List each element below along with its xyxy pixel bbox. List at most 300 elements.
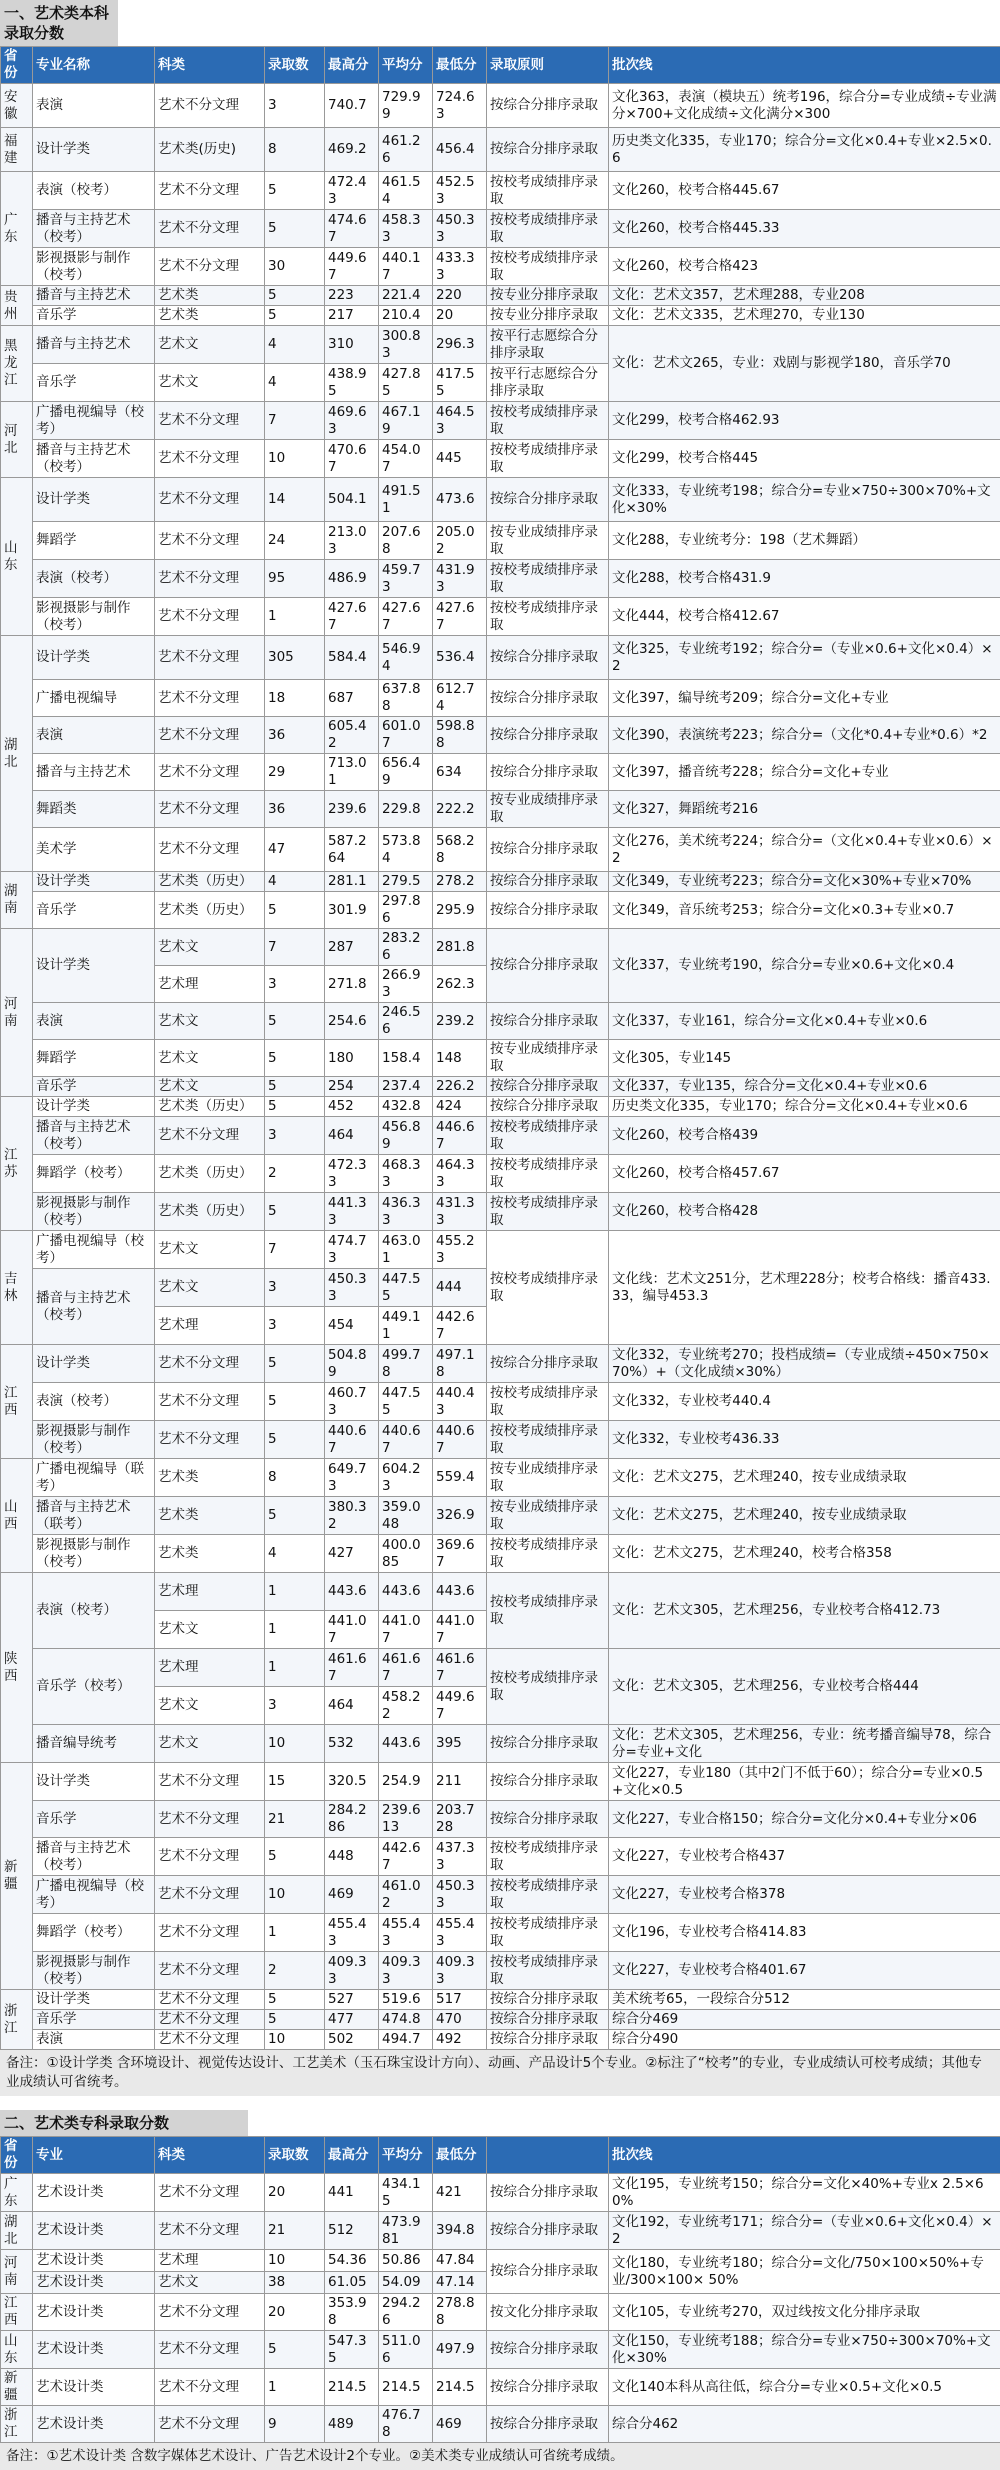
table-row <box>1 1040 1000 1077</box>
max-score-cell: 61.05 <box>325 2272 379 2294</box>
admitted-count-cell: 5 <box>265 1990 325 2010</box>
category-cell: 艺术类 <box>155 1497 265 1535</box>
admitted-count-cell: 5 <box>265 306 325 326</box>
admission-rule-cell: 按综合分排序录取 <box>487 2010 609 2030</box>
min-score-cell: 421 <box>433 2174 487 2212</box>
max-score-cell: 472.43 <box>325 172 379 210</box>
max-score-cell: 441 <box>325 2174 379 2212</box>
category-cell: 艺术不分文理 <box>155 1421 265 1459</box>
min-score-cell: 431.33 <box>433 1193 487 1231</box>
admission-rule-cell: 按校考成绩排序录取 <box>487 1914 609 1952</box>
admitted-count-cell: 3 <box>265 1269 325 1307</box>
category-cell: 艺术不分文理 <box>155 1914 265 1952</box>
min-score-cell: 492 <box>433 2030 487 2050</box>
avg-score-cell: 494.7 <box>379 2030 433 2050</box>
batch-line-cell: 文化：艺术文275，艺术理240，按专业成绩录取 <box>609 1497 1000 1535</box>
batch-line-cell: 文化：艺术文275，艺术理240，按专业成绩录取 <box>609 1459 1000 1497</box>
province-cell: 山东 <box>1 478 33 636</box>
column-header: 录取原则 <box>487 47 609 84</box>
admitted-count-cell: 20 <box>265 2174 325 2212</box>
major-cell: 播音编导统考 <box>33 1725 155 1763</box>
major-cell: 音乐学（校考） <box>33 1649 155 1725</box>
min-score-cell: 455.23 <box>433 1231 487 1269</box>
category-cell: 艺术文 <box>155 1231 265 1269</box>
batch-line-cell: 文化363，表演（模块五）统考196，综合分=专业成绩÷专业满分×700+文化成绩÷文化满分×300 <box>609 84 1000 128</box>
max-score-cell: 239.6 <box>325 791 379 828</box>
admitted-count-cell: 8 <box>265 128 325 172</box>
min-score-cell: 437.33 <box>433 1838 487 1876</box>
avg-score-cell: 729.99 <box>379 84 433 128</box>
max-score-cell: 740.7 <box>325 84 379 128</box>
batch-line-cell: 美术统考65，一段综合分512 <box>609 1990 1000 2010</box>
max-score-cell: 281.1 <box>325 872 379 892</box>
column-header: 专业名称 <box>33 47 155 84</box>
category-cell: 艺术不分文理 <box>155 1838 265 1876</box>
avg-score-cell: 283.26 <box>379 929 433 966</box>
max-score-cell: 254.6 <box>325 1003 379 1040</box>
column-header: 平均分 <box>379 47 433 84</box>
table-row <box>1 1649 1000 1687</box>
major-cell: 表演（校考） <box>33 1383 155 1421</box>
avg-score-cell: 207.68 <box>379 522 433 560</box>
max-score-cell: 587.264 <box>325 828 379 872</box>
province-cell: 浙江 <box>1 1990 33 2050</box>
batch-line-cell: 文化333，专业统考198；综合分=专业×750÷300×70%+文化×30% <box>609 478 1000 522</box>
category-cell: 艺术不分文理 <box>155 1876 265 1914</box>
min-score-cell: 220 <box>433 286 487 306</box>
batch-line-cell: 文化227，专业合格150；综合分=文化分×0.4+专业分×06 <box>609 1801 1000 1838</box>
batch-line-cell: 文化227，专业校考合格401.67 <box>609 1952 1000 1990</box>
batch-line-cell: 文化：艺术文305，艺术理256，专业：统考播音编导78，综合分=专业+文化 <box>609 1725 1000 1763</box>
admitted-count-cell: 30 <box>265 248 325 286</box>
batch-line-cell: 文化227，专业校考合格378 <box>609 1876 1000 1914</box>
batch-line-cell: 文化260，校考合格423 <box>609 248 1000 286</box>
admitted-count-cell: 36 <box>265 791 325 828</box>
admission-rule-cell: 按综合分排序录取 <box>487 1801 609 1838</box>
avg-score-cell: 442.67 <box>379 1838 433 1876</box>
college-score-table <box>0 2136 1000 2443</box>
admitted-count-cell: 5 <box>265 1383 325 1421</box>
admitted-count-cell: 29 <box>265 754 325 791</box>
table-row <box>1 1914 1000 1952</box>
major-cell: 美术学 <box>33 828 155 872</box>
table-row <box>1 1838 1000 1876</box>
admission-rule-cell: 按综合分排序录取 <box>487 2250 609 2294</box>
major-cell: 舞蹈学（校考） <box>33 1914 155 1952</box>
admitted-count-cell: 1 <box>265 1649 325 1687</box>
min-score-cell: 455.43 <box>433 1914 487 1952</box>
category-cell: 艺术理 <box>155 2250 265 2272</box>
max-score-cell: 320.5 <box>325 1763 379 1801</box>
table-row <box>1 1077 1000 1097</box>
max-score-cell: 452 <box>325 1097 379 1117</box>
major-cell: 广播电视编导（校考） <box>33 402 155 440</box>
max-score-cell: 284.286 <box>325 1801 379 1838</box>
table-header-row <box>1 2137 1000 2174</box>
batch-line-cell: 历史类文化335，专业170；综合分=文化×0.4+专业×0.6 <box>609 1097 1000 1117</box>
province-cell: 吉林 <box>1 1231 33 1345</box>
admission-rule-cell: 按综合分排序录取 <box>487 2331 609 2369</box>
major-cell: 表演（校考） <box>33 1573 155 1649</box>
admission-rule-cell: 按校考成绩排序录取 <box>487 598 609 636</box>
batch-line-cell: 综合分462 <box>609 2406 1000 2443</box>
admission-rule-cell: 按综合分排序录取 <box>487 1097 609 1117</box>
category-cell: 艺术不分文理 <box>155 2406 265 2443</box>
min-score-cell: 449.67 <box>433 1687 487 1725</box>
max-score-cell: 477 <box>325 2010 379 2030</box>
min-score-cell: 296.3 <box>433 326 487 364</box>
category-cell: 艺术不分文理 <box>155 2369 265 2406</box>
column-header: 专业 <box>33 2137 155 2174</box>
max-score-cell: 502 <box>325 2030 379 2050</box>
column-header: 最低分 <box>433 47 487 84</box>
admission-rule-cell: 按校考成绩排序录取 <box>487 1421 609 1459</box>
province-cell: 贵州 <box>1 286 33 326</box>
min-score-cell: 433.33 <box>433 248 487 286</box>
column-header: 录取数 <box>265 47 325 84</box>
category-cell: 艺术不分文理 <box>155 172 265 210</box>
table-row <box>1 248 1000 286</box>
avg-score-cell: 359.048 <box>379 1497 433 1535</box>
province-cell: 江西 <box>1 2294 33 2331</box>
category-cell: 艺术文 <box>155 326 265 364</box>
major-cell: 艺术设计类 <box>33 2294 155 2331</box>
major-cell: 播音与主持艺术 <box>33 326 155 364</box>
avg-score-cell: 601.07 <box>379 717 433 754</box>
major-cell: 播音与主持艺术（联考） <box>33 1497 155 1535</box>
major-cell: 设计学类 <box>33 478 155 522</box>
table-row <box>1 1003 1000 1040</box>
admission-rule-cell: 按专业成绩排序录取 <box>487 1459 609 1497</box>
table-row <box>1 1097 1000 1117</box>
batch-line-cell: 文化327，舞蹈统考216 <box>609 791 1000 828</box>
avg-score-cell: 440.17 <box>379 248 433 286</box>
min-score-cell: 464.53 <box>433 402 487 440</box>
admitted-count-cell: 5 <box>265 1097 325 1117</box>
category-cell: 艺术理 <box>155 1307 265 1345</box>
table-row <box>1 2294 1000 2331</box>
max-score-cell: 469.2 <box>325 128 379 172</box>
admitted-count-cell: 5 <box>265 1193 325 1231</box>
avg-score-cell: 266.93 <box>379 966 433 1003</box>
admission-rule-cell: 按校考成绩排序录取 <box>487 210 609 248</box>
admitted-count-cell: 9 <box>265 2406 325 2443</box>
avg-score-cell: 210.4 <box>379 306 433 326</box>
table-row <box>1 1990 1000 2010</box>
batch-line-cell: 文化332，专业统考270；投档成绩=（专业成绩÷450×750×70%）+（文化成绩×30%） <box>609 1345 1000 1383</box>
admission-rule-cell: 按综合分排序录取 <box>487 717 609 754</box>
table-row <box>1 1193 1000 1231</box>
batch-line-cell: 文化325，专业统考192；综合分=（专业×0.6+文化×0.4）×2 <box>609 636 1000 680</box>
batch-line-cell: 文化349，专业统考223；综合分=文化×30%+专业×70% <box>609 872 1000 892</box>
table-row <box>1 598 1000 636</box>
admission-rule-cell: 按专业成绩排序录取 <box>487 1497 609 1535</box>
category-cell: 艺术不分文理 <box>155 402 265 440</box>
admission-rule-cell: 按校考成绩排序录取 <box>487 402 609 440</box>
major-cell: 播音与主持艺术（校考） <box>33 1838 155 1876</box>
admission-rule-cell: 按综合分排序录取 <box>487 872 609 892</box>
admission-rule-cell: 按综合分排序录取 <box>487 128 609 172</box>
major-cell: 设计学类 <box>33 929 155 1003</box>
column-header: 省份 <box>1 2137 33 2174</box>
min-score-cell: 226.2 <box>433 1077 487 1097</box>
admitted-count-cell: 20 <box>265 2294 325 2331</box>
table-row <box>1 2174 1000 2212</box>
table-row <box>1 522 1000 560</box>
province-cell: 湖北 <box>1 2212 33 2250</box>
table-row <box>1 1573 1000 1611</box>
category-cell: 艺术文 <box>155 1003 265 1040</box>
category-cell: 艺术不分文理 <box>155 2294 265 2331</box>
admitted-count-cell: 21 <box>265 1801 325 1838</box>
category-cell: 艺术文 <box>155 1725 265 1763</box>
min-score-cell: 442.67 <box>433 1307 487 1345</box>
table-row <box>1 2030 1000 2050</box>
column-header: 科类 <box>155 2137 265 2174</box>
batch-line-cell: 文化260，校考合格457.67 <box>609 1155 1000 1193</box>
max-score-cell: 455.43 <box>325 1914 379 1952</box>
batch-line-cell: 文化337，专业135，综合分=文化×0.4+专业×0.6 <box>609 1077 1000 1097</box>
table-row <box>1 402 1000 440</box>
category-cell: 艺术类（历史） <box>155 892 265 929</box>
category-cell: 艺术不分文理 <box>155 754 265 791</box>
avg-score-cell: 459.73 <box>379 560 433 598</box>
avg-score-cell: 573.84 <box>379 828 433 872</box>
min-score-cell: 452.53 <box>433 172 487 210</box>
admitted-count-cell: 5 <box>265 210 325 248</box>
batch-line-cell: 文化260，校考合格428 <box>609 1193 1000 1231</box>
major-cell: 设计学类 <box>33 872 155 892</box>
avg-score-cell: 254.9 <box>379 1763 433 1801</box>
admission-rule-cell: 按综合分排序录取 <box>487 828 609 872</box>
admitted-count-cell: 7 <box>265 1231 325 1269</box>
min-score-cell: 497.9 <box>433 2331 487 2369</box>
category-cell: 艺术不分文理 <box>155 2030 265 2050</box>
admission-rule-cell: 按综合分排序录取 <box>487 1345 609 1383</box>
min-score-cell: 461.67 <box>433 1649 487 1687</box>
table-row <box>1 636 1000 680</box>
column-header: 录取数 <box>265 2137 325 2174</box>
table-row <box>1 929 1000 966</box>
avg-score-cell: 476.78 <box>379 2406 433 2443</box>
province-cell: 新疆 <box>1 2369 33 2406</box>
admitted-count-cell: 5 <box>265 172 325 210</box>
admission-rule-cell: 按综合分排序录取 <box>487 680 609 717</box>
avg-score-cell: 458.33 <box>379 210 433 248</box>
max-score-cell: 427.67 <box>325 598 379 636</box>
min-score-cell: 424 <box>433 1097 487 1117</box>
major-cell: 舞蹈学 <box>33 522 155 560</box>
major-cell: 设计学类 <box>33 1345 155 1383</box>
category-cell: 艺术文 <box>155 1077 265 1097</box>
province-cell: 江苏 <box>1 1097 33 1231</box>
admitted-count-cell: 10 <box>265 1725 325 1763</box>
table-row <box>1 1876 1000 1914</box>
max-score-cell: 409.33 <box>325 1952 379 1990</box>
batch-line-cell: 文化：艺术文265，专业：戏剧与影视学180，音乐学70 <box>609 326 1000 402</box>
category-cell: 艺术不分文理 <box>155 440 265 478</box>
admission-rule-cell: 按校考成绩排序录取 <box>487 1876 609 1914</box>
avg-score-cell: 440.67 <box>379 1421 433 1459</box>
avg-score-cell: 297.86 <box>379 892 433 929</box>
admitted-count-cell: 305 <box>265 636 325 680</box>
max-score-cell: 440.67 <box>325 1421 379 1459</box>
avg-score-cell: 637.88 <box>379 680 433 717</box>
major-cell: 舞蹈学（校考） <box>33 1155 155 1193</box>
column-header: 批次线 <box>609 2137 1000 2174</box>
min-score-cell: 326.9 <box>433 1497 487 1535</box>
admitted-count-cell: 5 <box>265 892 325 929</box>
province-cell: 山东 <box>1 2331 33 2369</box>
table-row <box>1 2406 1000 2443</box>
major-cell: 音乐学 <box>33 364 155 402</box>
max-score-cell: 464 <box>325 1117 379 1155</box>
batch-line-cell: 文化105，专业统考270，双过线按文化分排序录取 <box>609 2294 1000 2331</box>
max-score-cell: 438.95 <box>325 364 379 402</box>
max-score-cell: 504.89 <box>325 1345 379 1383</box>
admitted-count-cell: 10 <box>265 440 325 478</box>
major-cell: 表演 <box>33 1003 155 1040</box>
admitted-count-cell: 14 <box>265 478 325 522</box>
min-score-cell: 239.2 <box>433 1003 487 1040</box>
admission-rule-cell: 按校考成绩排序录取 <box>487 1573 609 1649</box>
max-score-cell: 427 <box>325 1535 379 1573</box>
avg-score-cell: 511.06 <box>379 2331 433 2369</box>
table-row <box>1 2212 1000 2250</box>
admission-rule-cell: 按校考成绩排序录取 <box>487 1383 609 1421</box>
section-1-note: 备注：①设计学类 含环境设计、视觉传达设计、工艺美术（玉石珠宝设计方向）、动画、产品设计5个专业。②标注了“校考”的专业，专业成绩认可校考成绩；其他专业成绩认可省统考。 <box>0 2050 1000 2096</box>
avg-score-cell: 441.07 <box>379 1611 433 1649</box>
batch-line-cell: 文化150，专业统考188；综合分=专业×750÷300×70%+文化×30% <box>609 2331 1000 2369</box>
batch-line-cell: 文化227，专业校考合格437 <box>609 1838 1000 1876</box>
category-cell: 艺术不分文理 <box>155 1801 265 1838</box>
column-header: 平均分 <box>379 2137 433 2174</box>
province-cell: 新疆 <box>1 1763 33 1990</box>
avg-score-cell: 604.23 <box>379 1459 433 1497</box>
table-row <box>1 1459 1000 1497</box>
province-cell: 广东 <box>1 172 33 286</box>
table-row <box>1 326 1000 364</box>
major-cell: 艺术设计类 <box>33 2272 155 2294</box>
admitted-count-cell: 7 <box>265 402 325 440</box>
avg-score-cell: 546.94 <box>379 636 433 680</box>
admitted-count-cell: 38 <box>265 2272 325 2294</box>
min-score-cell: 203.728 <box>433 1801 487 1838</box>
batch-line-cell: 文化196，专业校考合格414.83 <box>609 1914 1000 1952</box>
avg-score-cell: 447.55 <box>379 1269 433 1307</box>
major-cell: 设计学类 <box>33 1763 155 1801</box>
major-cell: 影视摄影与制作（校考） <box>33 248 155 286</box>
avg-score-cell: 461.26 <box>379 128 433 172</box>
category-cell: 艺术文 <box>155 2272 265 2294</box>
table-row <box>1 1421 1000 1459</box>
major-cell: 表演 <box>33 2030 155 2050</box>
admission-rule-cell: 按综合分排序录取 <box>487 929 609 1003</box>
min-score-cell: 517 <box>433 1990 487 2010</box>
admission-rule-cell: 按综合分排序录取 <box>487 2369 609 2406</box>
category-cell: 艺术类（历史） <box>155 1097 265 1117</box>
min-score-cell: 456.4 <box>433 128 487 172</box>
category-cell: 艺术理 <box>155 966 265 1003</box>
min-score-cell: 440.43 <box>433 1383 487 1421</box>
batch-line-cell: 文化180，专业统考180；综合分=文化/750×100×50%+专业/300×100× 50% <box>609 2250 1000 2294</box>
batch-line-cell: 文化：艺术文305，艺术理256，专业校考合格412.73 <box>609 1573 1000 1649</box>
avg-score-cell: 449.11 <box>379 1307 433 1345</box>
major-cell: 影视摄影与制作（校考） <box>33 1535 155 1573</box>
category-cell: 艺术不分文理 <box>155 791 265 828</box>
category-cell: 艺术理 <box>155 1649 265 1687</box>
max-score-cell: 353.98 <box>325 2294 379 2331</box>
admitted-count-cell: 21 <box>265 2212 325 2250</box>
column-header: 批次线 <box>609 47 1000 84</box>
category-cell: 艺术不分文理 <box>155 717 265 754</box>
avg-score-cell: 434.15 <box>379 2174 433 2212</box>
min-score-cell: 20 <box>433 306 487 326</box>
province-cell: 湖北 <box>1 636 33 872</box>
province-cell: 河南 <box>1 929 33 1097</box>
max-score-cell: 469.63 <box>325 402 379 440</box>
admission-rule-cell: 按综合分排序录取 <box>487 478 609 522</box>
province-cell: 黑龙江 <box>1 326 33 402</box>
major-cell: 音乐学 <box>33 1801 155 1838</box>
major-cell: 艺术设计类 <box>33 2250 155 2272</box>
batch-line-cell: 文化140本科从高往低，综合分=专业×0.5+文化×0.5 <box>609 2369 1000 2406</box>
column-header: 最低分 <box>433 2137 487 2174</box>
table-row <box>1 84 1000 128</box>
batch-line-cell: 文化349，音乐统考253；综合分=文化×0.3+专业×0.7 <box>609 892 1000 929</box>
min-score-cell: 214.5 <box>433 2369 487 2406</box>
max-score-cell: 448 <box>325 1838 379 1876</box>
min-score-cell: 444 <box>433 1269 487 1307</box>
max-score-cell: 441.07 <box>325 1611 379 1649</box>
avg-score-cell: 54.09 <box>379 2272 433 2294</box>
admitted-count-cell: 5 <box>265 286 325 306</box>
min-score-cell: 612.74 <box>433 680 487 717</box>
major-cell: 播音与主持艺术 <box>33 754 155 791</box>
admitted-count-cell: 4 <box>265 1535 325 1573</box>
province-cell: 福建 <box>1 128 33 172</box>
category-cell: 艺术不分文理 <box>155 828 265 872</box>
max-score-cell: 450.33 <box>325 1269 379 1307</box>
section-1-title: 一、艺术类本科录取分数 <box>0 0 118 46</box>
province-cell: 广东 <box>1 2174 33 2212</box>
table-row <box>1 1952 1000 1990</box>
province-cell: 河北 <box>1 402 33 478</box>
admitted-count-cell: 5 <box>265 2331 325 2369</box>
category-cell: 艺术不分文理 <box>155 210 265 248</box>
batch-line-cell: 文化：艺术文335，艺术理270，专业130 <box>609 306 1000 326</box>
major-cell: 艺术设计类 <box>33 2174 155 2212</box>
min-score-cell: 409.33 <box>433 1952 487 1990</box>
min-score-cell: 369.67 <box>433 1535 487 1573</box>
max-score-cell: 310 <box>325 326 379 364</box>
admitted-count-cell: 5 <box>265 2010 325 2030</box>
max-score-cell: 223 <box>325 286 379 306</box>
admission-rule-cell: 按校考成绩排序录取 <box>487 1231 609 1345</box>
major-cell: 艺术设计类 <box>33 2369 155 2406</box>
table-row <box>1 1117 1000 1155</box>
avg-score-cell: 454.07 <box>379 440 433 478</box>
admitted-count-cell: 3 <box>265 1307 325 1345</box>
avg-score-cell: 246.56 <box>379 1003 433 1040</box>
admitted-count-cell: 5 <box>265 1345 325 1383</box>
category-cell: 艺术类（历史） <box>155 1193 265 1231</box>
max-score-cell: 547.35 <box>325 2331 379 2369</box>
min-score-cell: 473.6 <box>433 478 487 522</box>
province-cell: 浙江 <box>1 2406 33 2443</box>
category-cell: 艺术不分文理 <box>155 2010 265 2030</box>
admitted-count-cell: 15 <box>265 1763 325 1801</box>
